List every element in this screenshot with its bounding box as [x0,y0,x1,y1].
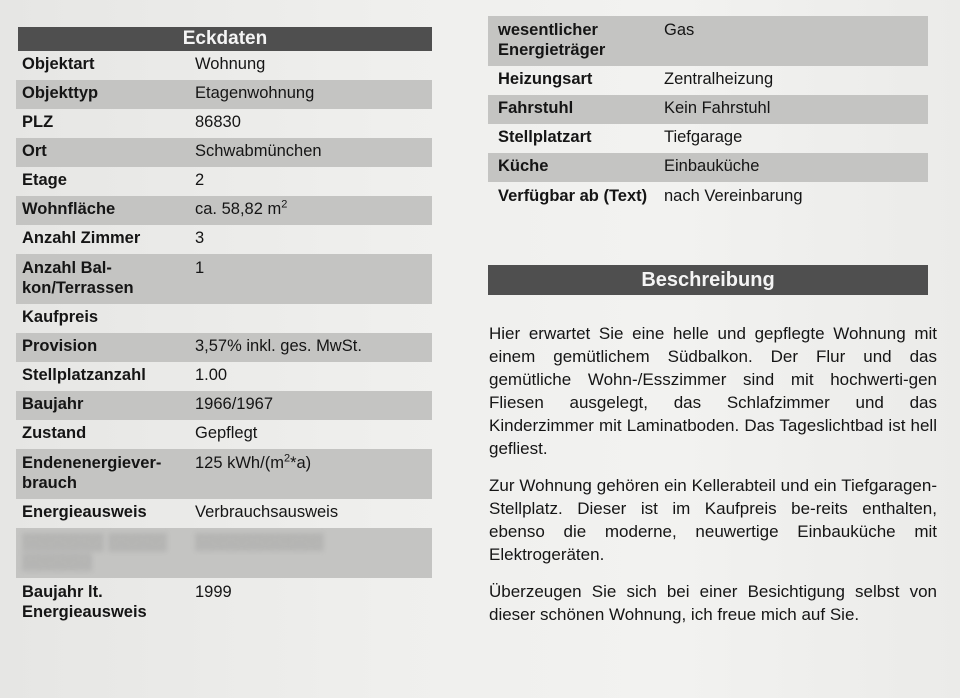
redacted-label: ▒▒▒▒▒▒▒ ▒▒▒▒▒ ▒▒▒▒▒▒ [22,533,167,571]
row-stellplatzart [488,124,928,153]
unit-superscript: 2 [281,198,288,211]
description-paragraph: Hier erwartet Sie eine helle und gepflegte Wohnung mit einem gemütlichem Südbalkon. Der Flur und das gemütliche Wohn-/Esszimmer sind mit hochwerti-gen Fliesen ausgelegt, das Schlafzimmer und das Kinderzimmer mit Laminatboden. Das Tageslichtbad ist hell gefliest. [489,324,937,458]
value: 1966/1967 [195,395,273,413]
value: Gas [664,21,695,39]
row-provision [16,333,432,362]
value: 3 [195,229,205,247]
row-baujahr-ausweis [16,578,432,628]
row-objektart [16,51,432,80]
row-stellplatzanzahl [16,362,432,391]
label: Objekttyp [22,84,99,102]
label: Anzahl Zimmer [22,229,141,247]
description-paragraph: Überzeugen Sie sich bei einer Besichtigung selbst von dieser schönen Wohnung, ich freue mich auf Sie. [489,582,937,624]
row-fahrstuhl [488,95,928,124]
value: Verbrauchsausweis [195,503,339,521]
description-paragraph: Zur Wohnung gehören ein Kellerabteil und ein Tiefgaragen-Stellplatz. Dieser ist im Kaufpreis be-reits enthalten, ebenso die moderne, neuwertige Einbauküche mit Elektrogeräten. [489,476,937,564]
value-text: ca. 58,82 m [195,200,282,218]
label: Ort [22,142,47,160]
eckdaten-table [16,27,432,628]
row-redacted [16,528,432,578]
label: PLZ [22,113,54,131]
beschreibung-header: Beschreibung [488,265,928,295]
label: Objektart [22,55,95,73]
value: Schwabmünchen [195,142,322,160]
label: Etage [22,171,67,189]
row-energieausweis [16,499,432,528]
value-text: 125 kWh/(m [195,454,284,472]
label: Baujahr lt. Energieausweis [22,583,147,621]
value: 1999 [195,583,232,601]
label: Endenenergiever-brauch [22,454,162,492]
label: Fahrstuhl [498,99,574,117]
value: nach Vereinbarung [664,187,803,205]
row-energietraeger [488,16,928,66]
value: Zentralheizung [664,70,774,88]
label: Stellplatzart [498,128,592,146]
label: Verfügbar ab (Text) [498,187,648,205]
value [191,453,432,473]
label: Zustand [22,424,87,442]
value: Kein Fahrstuhl [664,99,771,117]
value: Wohnung [195,55,266,73]
value: 2 [195,171,205,189]
label: Heizungsart [498,70,593,88]
label: Küche [498,157,549,175]
row-energieverbrauch [16,449,432,499]
label: Baujahr [22,395,84,413]
row-verfuegbar [488,182,928,232]
value: Tiefgarage [664,128,743,146]
unit-superscript: 2 [283,452,291,465]
value: 1.00 [195,366,228,384]
row-objekttyp [16,80,432,109]
value [191,199,432,219]
label: Provision [22,337,98,355]
value: Gepflegt [195,424,258,442]
row-heizungsart [488,66,928,95]
eckdaten-header: Eckdaten [18,27,432,51]
label: wesentlicher Energieträger [498,21,606,59]
row-wohnflaeche [16,196,432,225]
value: 1 [195,259,205,277]
details-table [488,16,928,232]
redacted-value: ▒▒▒▒▒▒▒▒▒▒▒ [195,533,324,551]
row-kaufpreis [16,304,432,333]
value-end: *a) [290,454,312,472]
row-balkon [16,254,432,304]
label: Anzahl Bal-kon/Terrassen [22,259,134,297]
label: Energieausweis [22,503,147,521]
row-baujahr [16,391,432,420]
value: Etagenwohnung [195,84,315,102]
row-kueche [488,153,928,182]
value: 3,57% inkl. ges. MwSt. [195,337,362,355]
row-etage [16,167,432,196]
beschreibung-text [489,322,937,640]
row-zustand [16,420,432,449]
label: Kaufpreis [22,308,99,326]
value: Einbauküche [664,157,760,175]
row-zimmer [16,225,432,254]
label: Stellplatzanzahl [22,366,146,384]
label: Wohnfläche [22,200,116,218]
row-ort [16,138,432,167]
value: 86830 [195,113,241,131]
row-plz [16,109,432,138]
